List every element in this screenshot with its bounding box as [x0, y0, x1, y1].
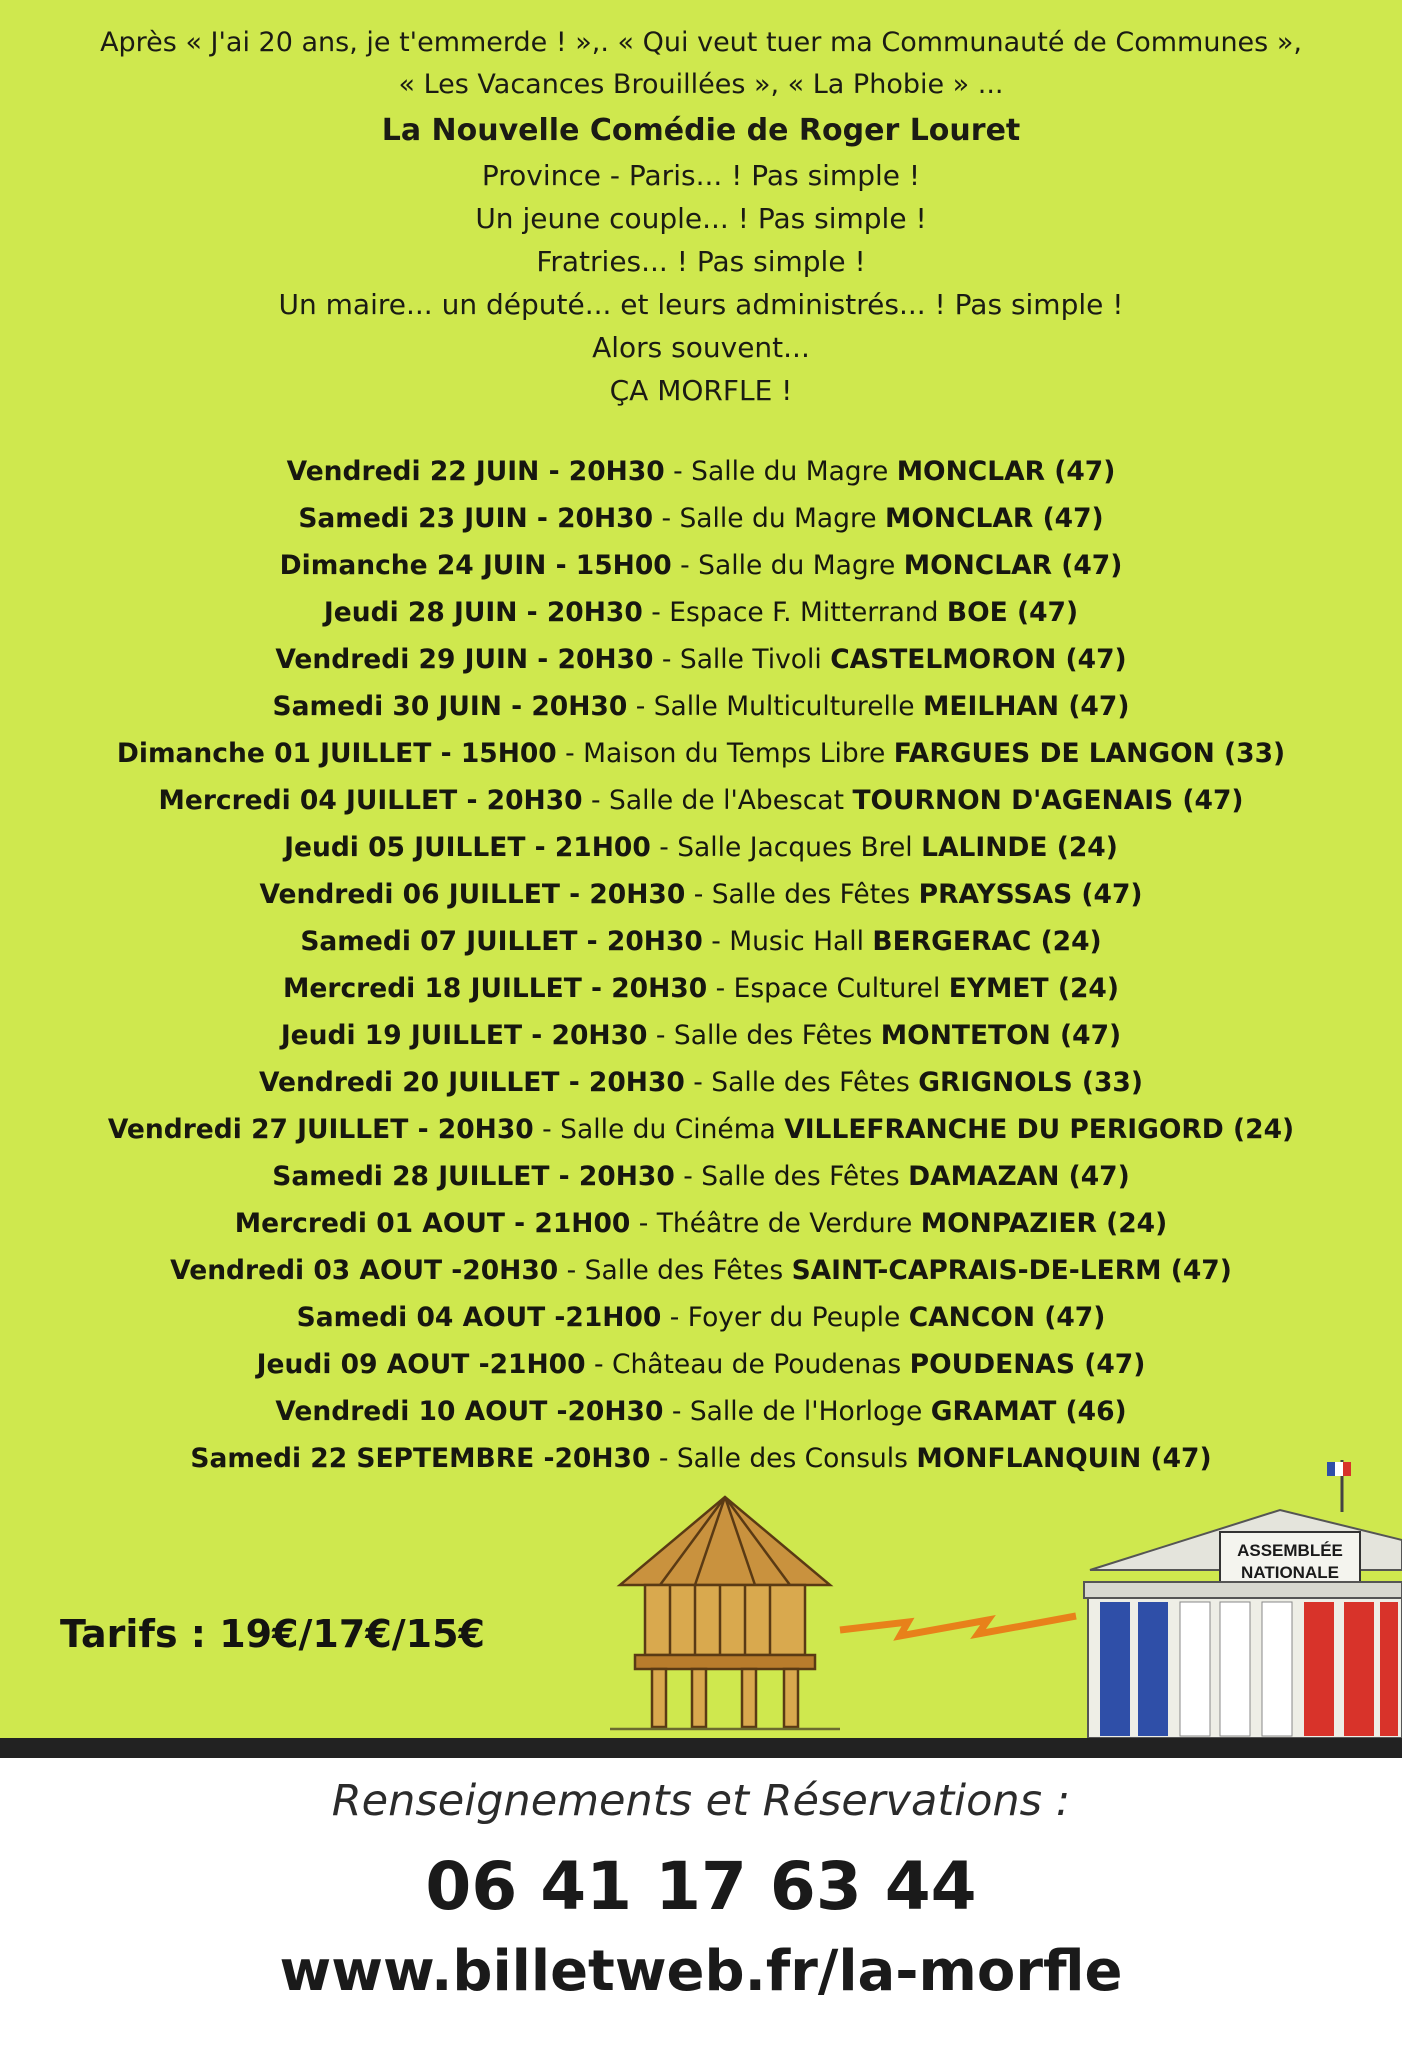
venue-name: Salle du Magre	[691, 456, 889, 487]
show-date-time: Samedi 04 AOUT -21H00	[296, 1302, 662, 1333]
date-venue-separator: -	[642, 597, 670, 628]
date-venue-separator: -	[707, 973, 734, 1004]
show-date-time: Mercredi 18 JUILLET - 20H30	[283, 973, 708, 1004]
venue-name: Salle de l'Horloge	[689, 1396, 923, 1427]
date-venue-separator: -	[647, 1020, 674, 1051]
venue-name: Espace F. Mitterrand	[669, 597, 939, 628]
schedule-row	[0, 777, 1402, 824]
tagline: Un jeune couple... ! Pas simple !	[475, 202, 927, 235]
tour-schedule	[0, 448, 1402, 1482]
date-venue-separator: -	[650, 1443, 677, 1474]
schedule-row	[0, 636, 1402, 683]
show-date-time: Vendredi 22 JUIN - 20H30	[286, 456, 665, 487]
date-venue-separator: -	[630, 1208, 657, 1239]
town-name: MONPAZIER (24)	[920, 1208, 1168, 1239]
ticket-prices: Tarifs : 19€/17€/15€	[60, 1612, 485, 1656]
town-name: SAINT-CAPRAIS-DE-LERM (47)	[791, 1255, 1232, 1286]
date-venue-separator: -	[556, 738, 584, 769]
venue-name: Salle des Fêtes	[711, 1067, 910, 1098]
venue-name: Salle Jacques Brel	[677, 832, 913, 863]
date-venue-separator: -	[650, 832, 678, 863]
tagline: Un maire... un député... et leurs administrés... ! Pas simple !	[278, 288, 1124, 321]
schedule-row	[0, 1388, 1402, 1435]
show-date-time: Vendredi 06 JUILLET - 20H30	[259, 879, 686, 910]
tagline: Province - Paris... ! Pas simple !	[481, 159, 921, 192]
french-flag-icon	[1327, 1460, 1351, 1512]
intro-block	[0, 22, 1402, 412]
schedule-row	[0, 683, 1402, 730]
venue-name: Salle du Magre	[698, 550, 896, 581]
town-name: VILLEFRANCHE DU PERIGORD (24)	[784, 1114, 1295, 1145]
show-date-time: Jeudi 28 JUIN - 20H30	[323, 597, 643, 628]
footer	[0, 1758, 1402, 2048]
intro-previous-shows-line-2: « Les Vacances Brouillées », « La Phobie » ...	[398, 69, 1004, 100]
tagline-title: ÇA MORFLE !	[609, 374, 793, 407]
schedule-row	[0, 871, 1402, 918]
venue-name: Espace Culturel	[733, 973, 941, 1004]
venue-name: Foyer du Peuple	[687, 1302, 901, 1333]
intro-previous-shows-line-1: Après « J'ai 20 ans, je t'emmerde ! »,. « Qui veut tuer ma Communauté de Communes »,	[100, 27, 1302, 58]
schedule-row	[0, 1341, 1402, 1388]
venue-name: Salle des Fêtes	[584, 1255, 784, 1286]
schedule-row	[0, 1200, 1402, 1247]
venue-name: Salle Multiculturelle	[653, 691, 915, 722]
date-venue-separator: -	[585, 1349, 612, 1380]
tagline: Alors souvent...	[592, 331, 810, 364]
date-venue-separator: -	[558, 1255, 585, 1286]
date-venue-separator: -	[684, 1067, 712, 1098]
town-name: BERGERAC (24)	[872, 926, 1102, 957]
assembly-building-icon	[1080, 1452, 1402, 1742]
venue-name: Salle des Fêtes	[711, 879, 911, 910]
show-date-time: Samedi 07 JUILLET - 20H30	[300, 926, 703, 957]
town-name: POUDENAS (47)	[909, 1349, 1146, 1380]
venue-name: Salle du Cinéma	[560, 1114, 776, 1145]
venue-name: Maison du Temps Libre	[583, 738, 886, 769]
venue-name: Château de Poudenas	[611, 1349, 902, 1380]
show-date-time: Dimanche 01 JUILLET - 15H00	[116, 738, 557, 769]
town-name: GRAMAT (46)	[930, 1396, 1127, 1427]
town-name: GRIGNOLS (33)	[918, 1067, 1143, 1098]
date-venue-separator: -	[653, 644, 680, 675]
footer-divider	[0, 1738, 1402, 1758]
venue-name: Salle des Fêtes	[701, 1161, 900, 1192]
town-name: MONCLAR (47)	[896, 456, 1116, 487]
show-date-time: Vendredi 29 JUIN - 20H30	[275, 644, 654, 675]
schedule-row	[0, 448, 1402, 495]
date-venue-separator: -	[671, 550, 699, 581]
town-name: MONFLANQUIN (47)	[916, 1443, 1212, 1474]
hut-icon	[600, 1485, 850, 1735]
show-date-time: Vendredi 20 JUILLET - 20H30	[259, 1067, 685, 1098]
show-subtitle: La Nouvelle Comédie de Roger Louret	[381, 113, 1021, 148]
show-date-time: Samedi 22 SEPTEMBRE -20H30	[190, 1443, 651, 1474]
schedule-row	[0, 1153, 1402, 1200]
town-name: MONCLAR (47)	[903, 550, 1123, 581]
tagline: Fratries... ! Pas simple !	[536, 245, 866, 278]
venue-name: Salle des Consuls	[676, 1443, 908, 1474]
date-venue-separator: -	[653, 503, 680, 534]
venue-name: Music Hall	[729, 926, 864, 957]
show-date-time: Samedi 30 JUIN - 20H30	[272, 691, 628, 722]
date-venue-separator: -	[661, 1302, 688, 1333]
date-venue-separator: -	[702, 926, 730, 957]
show-date-time: Jeudi 19 JUILLET - 20H30	[280, 1020, 648, 1051]
town-name: MONTETON (47)	[880, 1020, 1122, 1051]
assembly-sign-line-1: ASSEMBLÉE	[1237, 1541, 1343, 1560]
show-date-time: Samedi 28 JUILLET - 20H30	[272, 1161, 675, 1192]
reservation-label: Renseignements et Réservations :	[331, 1776, 1071, 1826]
town-name: DAMAZAN (47)	[908, 1161, 1130, 1192]
show-date-time: Mercredi 01 AOUT - 21H00	[234, 1208, 631, 1239]
show-date-time: Jeudi 05 JUILLET - 21H00	[284, 832, 651, 863]
show-date-time: Samedi 23 JUIN - 20H30	[298, 503, 654, 534]
schedule-row	[0, 542, 1402, 589]
schedule-row	[0, 589, 1402, 636]
show-date-time: Jeudi 09 AOUT -21H00	[256, 1349, 586, 1380]
assembly-sign-line-2: NATIONALE	[1241, 1563, 1339, 1582]
town-name: BOE (47)	[946, 597, 1079, 628]
schedule-row	[0, 1059, 1402, 1106]
venue-name: Salle des Fêtes	[673, 1020, 873, 1051]
date-venue-separator: -	[582, 785, 610, 816]
show-date-time: Dimanche 24 JUIN - 15H00	[279, 550, 672, 581]
date-venue-separator: -	[627, 691, 654, 722]
schedule-row	[0, 918, 1402, 965]
town-name: MEILHAN (47)	[923, 691, 1130, 722]
schedule-row	[0, 730, 1402, 777]
venue-name: Théâtre de Verdure	[656, 1208, 913, 1239]
schedule-row	[0, 1012, 1402, 1059]
date-venue-separator: -	[685, 879, 712, 910]
town-name: MONCLAR (47)	[885, 503, 1104, 534]
lightning-icon	[838, 1602, 1078, 1652]
schedule-row	[0, 1247, 1402, 1294]
date-venue-separator: -	[533, 1114, 561, 1145]
date-venue-separator: -	[664, 456, 692, 487]
venue-name: Salle de l'Abescat	[609, 785, 844, 816]
town-name: CASTELMORON (47)	[830, 644, 1127, 675]
show-date-time: Vendredi 10 AOUT -20H30	[275, 1396, 664, 1427]
show-date-time: Vendredi 27 JUILLET - 20H30	[107, 1114, 534, 1145]
show-date-time: Mercredi 04 JUILLET - 20H30	[158, 785, 583, 816]
show-date-time: Vendredi 03 AOUT -20H30	[170, 1255, 559, 1286]
town-name: TOURNON D'AGENAIS (47)	[852, 785, 1244, 816]
town-name: FARGUES DE LANGON (33)	[893, 738, 1286, 769]
town-name: PRAYSSAS (47)	[918, 879, 1143, 910]
date-venue-separator: -	[663, 1396, 690, 1427]
schedule-row	[0, 965, 1402, 1012]
town-name: LALINDE (24)	[921, 832, 1118, 863]
phone-number[interactable]: 06 41 17 63 44	[425, 1848, 977, 1925]
date-venue-separator: -	[674, 1161, 702, 1192]
schedule-row	[0, 495, 1402, 542]
venue-name: Salle du Magre	[679, 503, 877, 534]
town-name: CANCON (47)	[908, 1302, 1106, 1333]
schedule-row	[0, 1294, 1402, 1341]
venue-name: Salle Tivoli	[679, 644, 822, 675]
schedule-row	[0, 824, 1402, 871]
schedule-row	[0, 1106, 1402, 1153]
website-link[interactable]: www.billetweb.fr/la-morfle	[279, 1939, 1123, 2004]
town-name: EYMET (24)	[948, 973, 1119, 1004]
